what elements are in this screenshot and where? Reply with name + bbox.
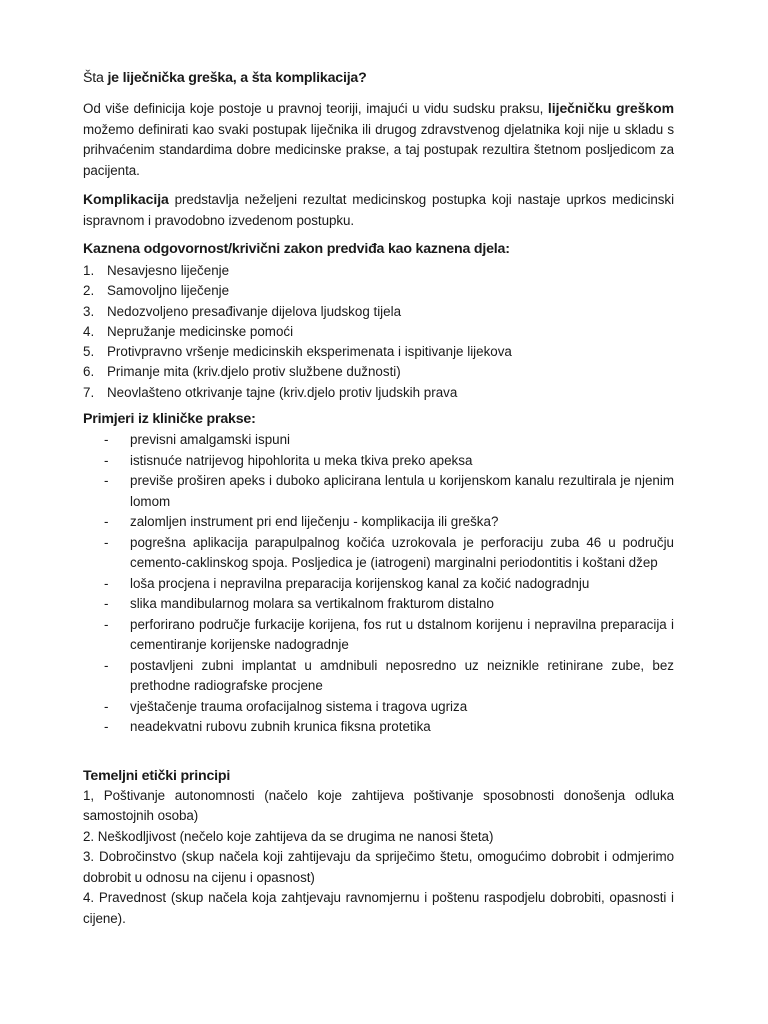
section-title-criminal-liability: Kaznena odgovornost/krivični zakon predviđa kao kaznena djela: xyxy=(83,241,510,257)
ethics-principle: 3. Dobročinstvo (skup načela koji zahtijevaju da spriječimo štetu, omogućimo dobrobit i odmjerimo dobrobit u odnosu na cijenu i opasnost) xyxy=(83,849,674,885)
list-item xyxy=(83,594,674,615)
list-item xyxy=(83,574,674,595)
section-title-error-vs-complication xyxy=(83,68,674,88)
list-number: 1. xyxy=(83,263,95,278)
list-item xyxy=(83,615,674,656)
list-item xyxy=(83,322,674,342)
list-number: 7. xyxy=(83,384,95,400)
list-item xyxy=(83,430,674,451)
dash-bullet: - xyxy=(104,657,109,673)
ethics-principles xyxy=(83,786,674,930)
ethics-principle: 2. Neškodljivost (nečelo koje zahtijeva da se drugima ne nanosi šteta) xyxy=(83,828,494,844)
paragraph-text: predstavlja neželjeni rezultat medicinskog postupka koji nastaje uprkos medicinski ispravnom i pravodobno izvedenom postupku. xyxy=(83,192,674,228)
list-item xyxy=(83,471,674,512)
list-item-text: Nedozvoljeno presađivanje dijelova ljudskog tijela xyxy=(107,303,402,319)
list-item xyxy=(83,342,674,362)
list-item xyxy=(83,451,674,472)
dash-bullet: - xyxy=(104,432,109,448)
list-item xyxy=(83,656,674,697)
dash-bullet: - xyxy=(104,596,109,612)
paragraph-medical-error xyxy=(83,98,674,181)
dash-bullet: - xyxy=(104,534,109,550)
dash-bullet: - xyxy=(104,616,109,632)
dash-bullet: - xyxy=(104,473,109,489)
dash-bullet: - xyxy=(104,698,109,714)
list-item-text: loša procjena i nepravilna preparacija korijenskog kanal za kočić nadogradnju xyxy=(130,575,590,591)
list-item xyxy=(83,281,674,301)
list-item-text: slika mandibularnog molara sa vertikalnom frakturom distalno xyxy=(130,596,494,612)
dash-bullet: - xyxy=(104,575,109,591)
list-item xyxy=(83,697,674,718)
list-item xyxy=(83,717,674,738)
spacer xyxy=(83,738,674,766)
ethics-principle: 1, Poštivanje autonomnosti (načelo koje zahtijeva poštivanje sposobnosti donošenja odluka samostojnih osoba) xyxy=(83,787,674,824)
list-number: 2. xyxy=(83,283,95,299)
list-item-text: Primanje mita (kriv.djelo protiv službene dužnosti) xyxy=(107,364,401,380)
list-item-text: Neovlašteno otkrivanje tajne (kriv.djelo protiv ljudskih prava xyxy=(107,384,458,400)
section-title-clinical-examples: Primjeri iz kliničke prakse: xyxy=(83,411,256,428)
list-item xyxy=(83,302,674,322)
list-item-text: pogrešna aplikacija parapulpalnog kočića uzrokovala je perforaciju zuba 46 u području cemento-caklinskog spoja. Posljedica je (iatrogeni) marginalni periodontitis i koštani džep xyxy=(130,534,674,571)
list-item-text: Protivpravno vršenje medicinskih eksperimenata i ispitivanje lijekova xyxy=(107,344,512,360)
list-item-text: previše proširen apeks i duboko aplicirana lentula u korijenskom kanalu rezultirala je njenim lomom xyxy=(130,473,674,509)
list-item xyxy=(83,512,674,533)
paragraph-text: Od više definicija koje postoje u pravnoj teoriji, imajući u vidu sudsku praksu, xyxy=(83,101,548,116)
list-item-text: Nepružanje medicinske pomoći xyxy=(107,323,294,339)
ethics-principle: 4. Pravednost (skup načela koja zahtjevaju ravnomjernu i poštenu raspodjelu dobrobiti, opasnosti i cijene). xyxy=(83,890,674,926)
list-item-text: vještačenje trauma orofacijalnog sistema i tragova ugriza xyxy=(130,698,468,714)
term-complication: Komplikacija xyxy=(83,191,169,207)
clinical-examples-list xyxy=(83,430,674,738)
term-medical-error: liječničku greškom xyxy=(547,100,674,116)
title-bold: je liječnička greška, a šta komplikacija? xyxy=(103,70,367,86)
list-item xyxy=(83,533,674,574)
list-item-text: zalomljen instrument pri end liječenju - komplikacija ili greška? xyxy=(130,514,499,530)
list-number: 5. xyxy=(83,344,95,360)
paragraph-complication xyxy=(83,189,674,231)
list-item xyxy=(83,362,674,382)
list-number: 3. xyxy=(83,303,95,319)
list-item-text: neadekvatni rubovu zubnih krunica fiksna protetika xyxy=(130,719,431,735)
section-title-ethics: Temeljni etički principi xyxy=(83,767,231,784)
list-item xyxy=(83,261,674,281)
list-item-text: Nesavjesno liječenje xyxy=(107,263,230,278)
dash-bullet: - xyxy=(104,514,109,530)
list-item-text: postavljeni zubni implantat u amdnibuli neposredno uz neiznikle retinirane zube, bez prethodne radiografske procjene xyxy=(130,657,674,694)
criminal-acts-list xyxy=(83,261,674,403)
dash-bullet: - xyxy=(104,452,109,468)
paragraph-text: možemo definirati kao svaki postupak liječnika ili drugog zdravstvenog djelatnika koji nije u skladu s prihvaćenim standardima dobre medicinske prakse, a taj postupak rezultira štetnom posljedicom za pacijenta. xyxy=(83,121,674,178)
document-content xyxy=(83,68,674,929)
list-item xyxy=(83,383,674,403)
title-prefix: Šta xyxy=(83,70,104,86)
dash-bullet: - xyxy=(104,719,109,735)
list-item-text: previsni amalgamski ispuni xyxy=(130,432,291,448)
list-number: 4. xyxy=(83,323,95,339)
list-number: 6. xyxy=(83,364,95,380)
list-item-text: perforirano područje furkacije korijena, fos rut u dstalnom korijenu i nepravilna preparacija i cementiranje korijenske nadogradnje xyxy=(130,616,674,653)
list-item-text: istisnuće natrijevog hipohlorita u meka tkiva preko apeksa xyxy=(130,452,473,468)
list-item-text: Samovoljno liječenje xyxy=(107,283,230,299)
